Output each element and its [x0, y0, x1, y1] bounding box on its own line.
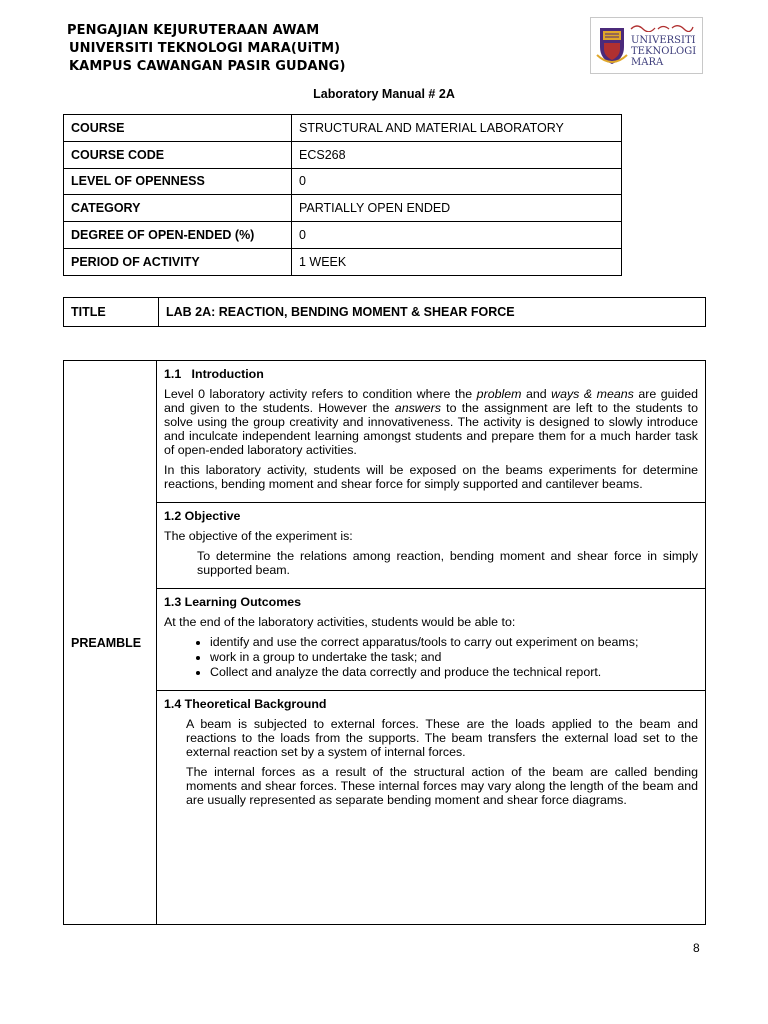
introduction-paragraph-1: Level 0 laboratory activity refers to condition where the problem and ways & means are guided and given to the students. However the answers to the assignment are left to the students to solve using the group creativity and innovativeness. The activity is designed to slowly introduce and inculcate independent learning amongst students and prepare them for a much harder task of open-ended laboratory activities. [164, 387, 698, 457]
logo-text-line1: UNIVERSITI [631, 35, 696, 46]
outcomes-list [164, 635, 698, 680]
learning-outcomes-section [157, 589, 706, 691]
table-row [64, 222, 622, 249]
course-info-table [63, 114, 622, 276]
header-department: PENGAJIAN KEJURUTERAAN AWAM [67, 23, 320, 38]
list-item: • work in a group to undertake the task; and [210, 650, 698, 665]
table-row [64, 195, 622, 222]
table-row [64, 248, 622, 275]
info-value: 0 [292, 168, 622, 195]
uitm-logo [590, 17, 703, 74]
table-row [64, 589, 706, 691]
section-heading: 1.4 Theoretical Background [164, 697, 327, 711]
section-heading: 1.3 Learning Outcomes [164, 595, 302, 609]
introduction-section [157, 361, 706, 503]
info-value: 1 WEEK [292, 248, 622, 275]
info-label: CATEGORY [64, 195, 292, 222]
table-row [64, 141, 622, 168]
jawi-script-icon [629, 22, 695, 32]
section-heading: 1.2 Objective [164, 509, 241, 523]
preamble-table [63, 360, 706, 925]
theoretical-background-section [157, 691, 706, 925]
outcomes-intro: At the end of the laboratory activities, students would be able to: [164, 615, 516, 629]
section-heading: 1.1 Introduction [164, 367, 264, 381]
table-row [64, 298, 706, 327]
info-label: COURSE [64, 115, 292, 142]
page-number: 8 [693, 941, 700, 955]
table-row [64, 691, 706, 925]
table-row [64, 168, 622, 195]
theory-paragraph-1: A beam is subjected to external forces. These are the loads applied to the beam and reactions to the loads from the supports. The beam transfers the external load set to the external reaction set by a system of internal forces. [186, 717, 698, 759]
title-value: LAB 2A: REACTION, BENDING MOMENT & SHEAR FORCE [159, 298, 706, 327]
logo-text-line2: TEKNOLOGI [631, 46, 697, 57]
list-item: • Collect and analyze the data correctly and produce the technical report. [210, 665, 698, 680]
objective-section [157, 503, 706, 589]
logo-text-line3: MARA [631, 57, 664, 68]
table-row [64, 115, 622, 142]
info-label: COURSE CODE [64, 141, 292, 168]
table-row [64, 361, 706, 503]
theory-paragraph-2: The internal forces as a result of the structural action of the beam are called bending moments and shear forces. These internal forces may vary along the length of the beam and are usually represented as separate bending moment and shear force diagrams. [186, 765, 698, 807]
info-value: PARTIALLY OPEN ENDED [292, 195, 622, 222]
objective-text: To determine the relations among reaction, bending moment and shear force in simply supported beam. [197, 549, 698, 577]
info-label: DEGREE OF OPEN-ENDED (%) [64, 222, 292, 249]
info-value: STRUCTURAL AND MATERIAL LABORATORY [292, 115, 622, 142]
info-label: LEVEL OF OPENNESS [64, 168, 292, 195]
header-university: UNIVERSITI TEKNOLOGI MARA(UiTM) [69, 41, 341, 56]
info-value: 0 [292, 222, 622, 249]
info-label: PERIOD OF ACTIVITY [64, 248, 292, 275]
header-campus: KAMPUS CAWANGAN PASIR GUDANG) [69, 59, 346, 74]
title-label: TITLE [64, 298, 159, 327]
objective-intro: The objective of the experiment is: [164, 529, 353, 543]
introduction-paragraph-2: In this laboratory activity, students will be exposed on the beams experiments for determine reactions, bending moment and shear force for simply supported and cantilever beams. [164, 463, 698, 491]
preamble-label: PREAMBLE [64, 361, 157, 925]
list-item: • identify and use the correct apparatus/tools to carry out experiment on beams; [210, 635, 698, 650]
info-value: ECS268 [292, 141, 622, 168]
table-row [64, 503, 706, 589]
document-header [67, 22, 346, 76]
title-table [63, 297, 706, 327]
manual-title: Laboratory Manual # 2A [313, 87, 455, 101]
uitm-crest-icon [596, 25, 628, 65]
